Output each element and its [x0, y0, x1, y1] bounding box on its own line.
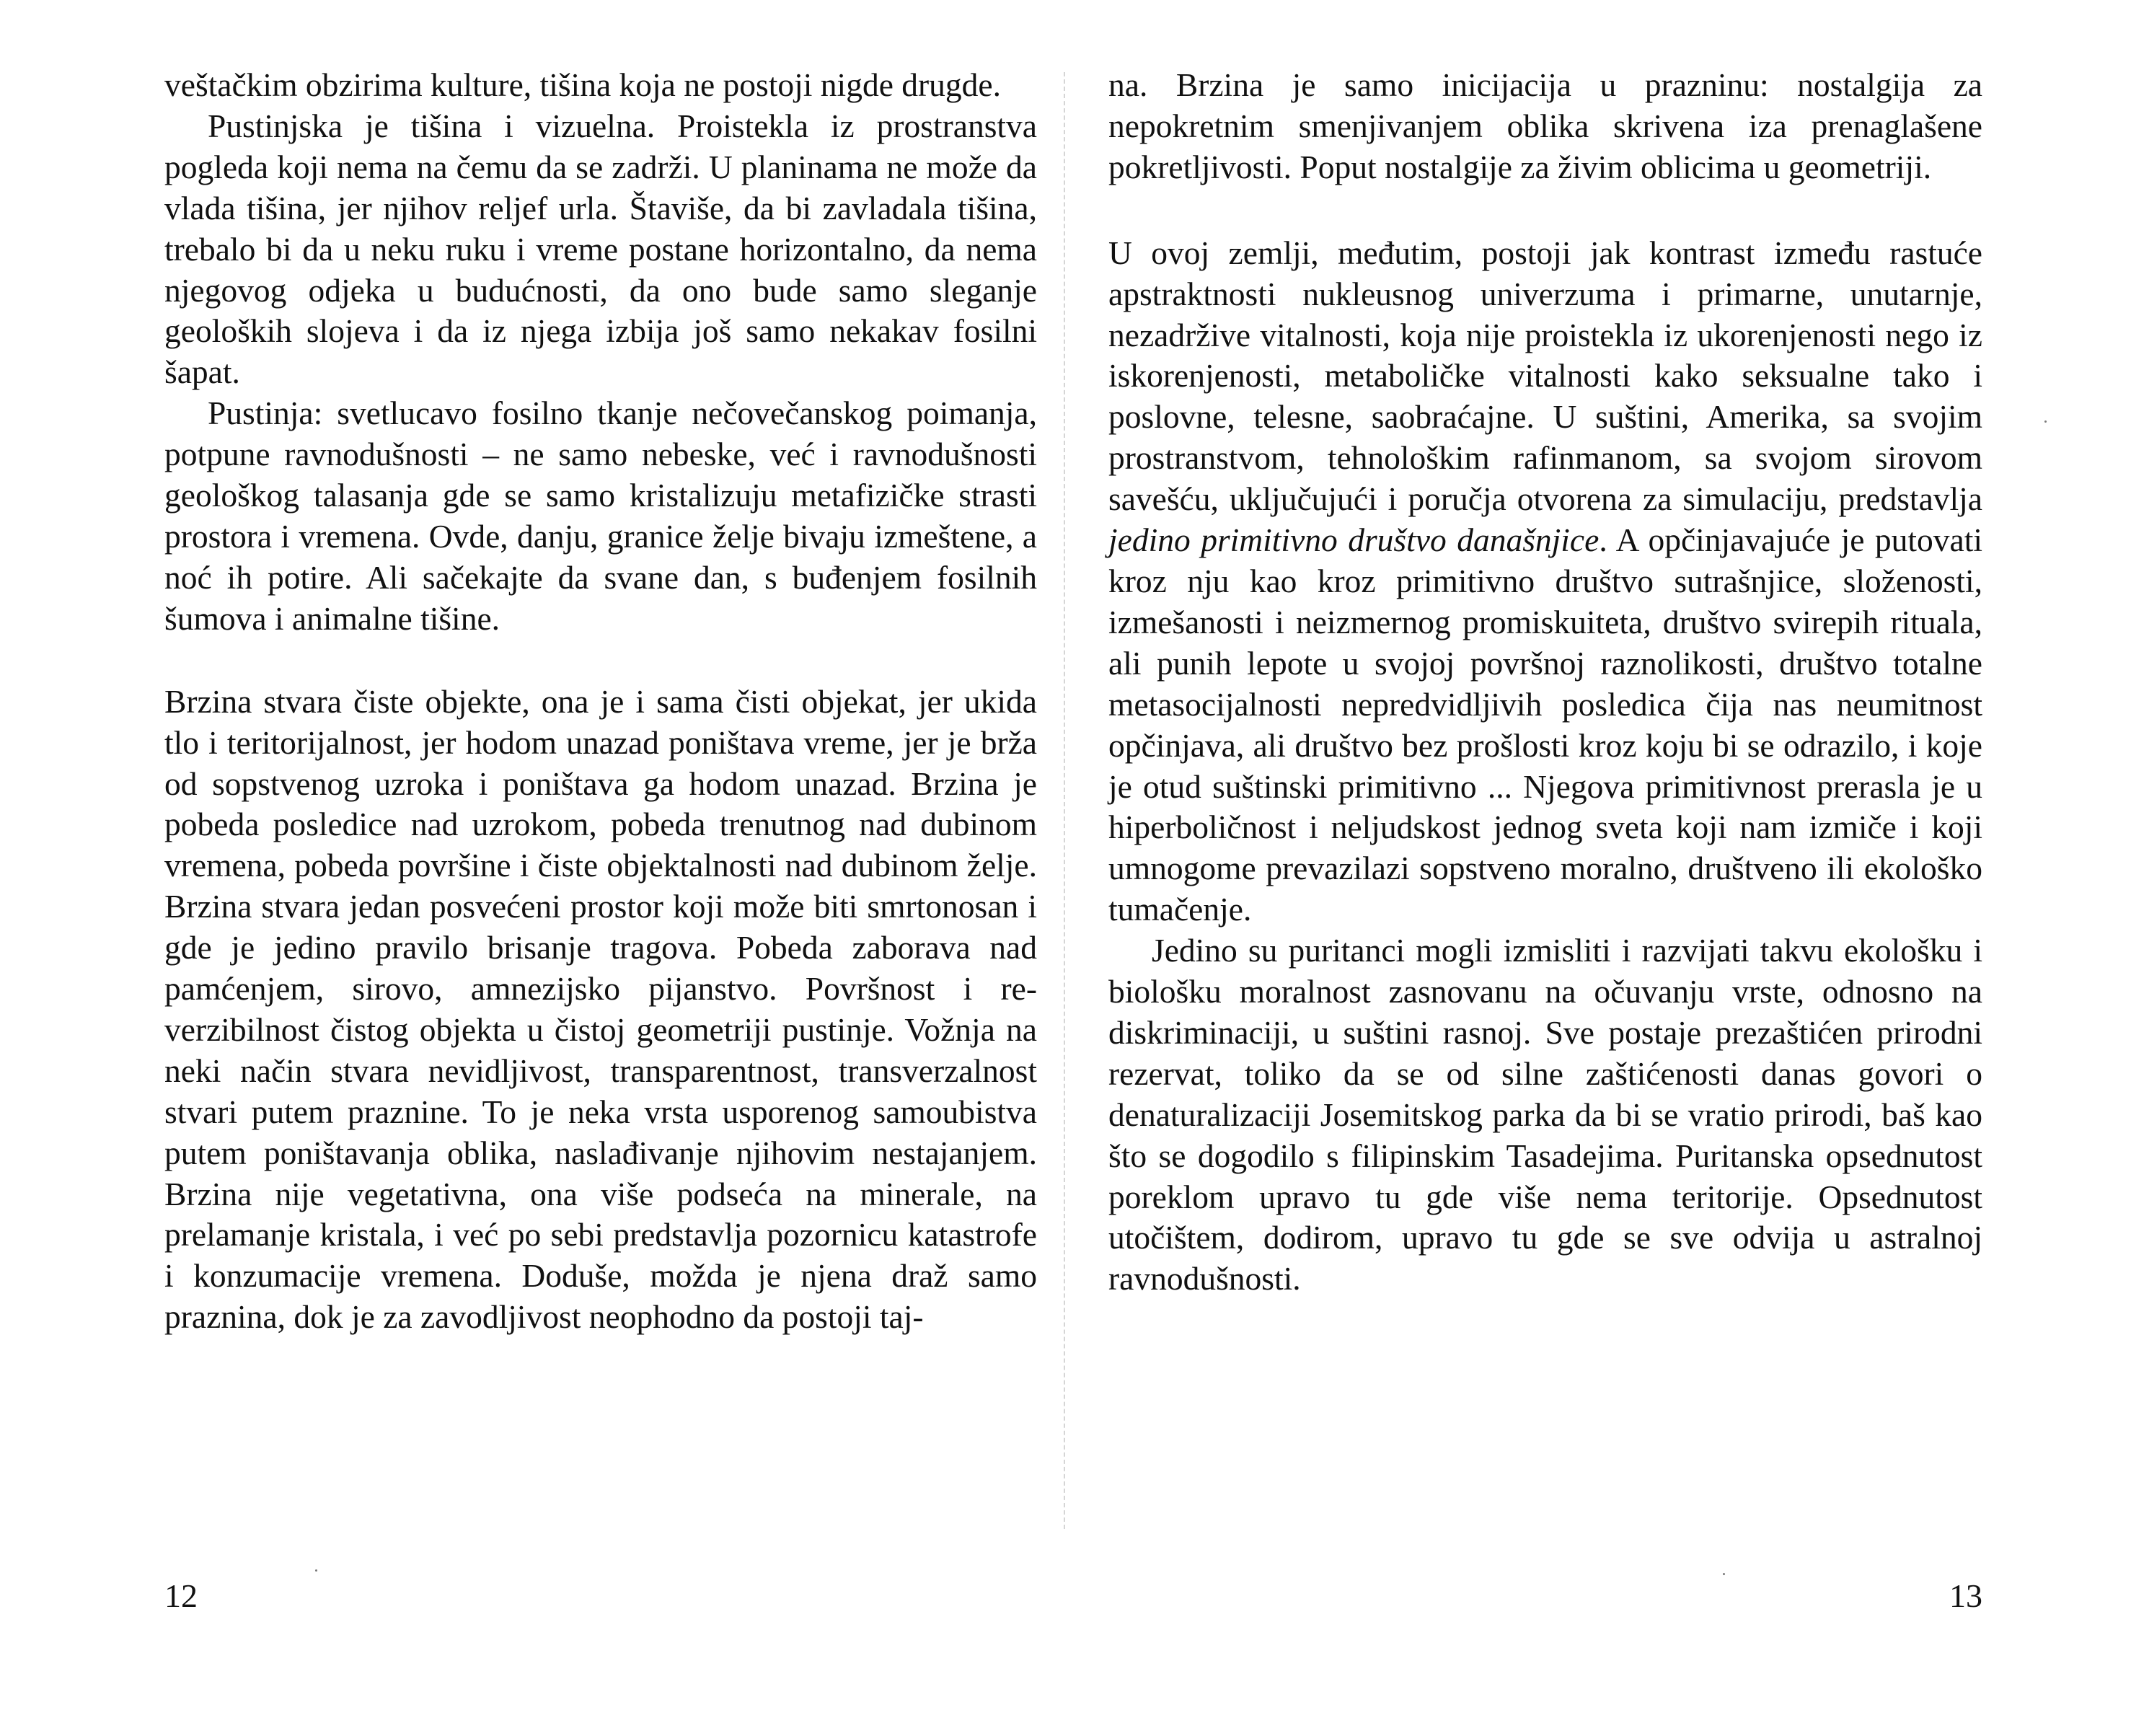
paragraph-initiation: na. Brzina je samo inicijacija u prazninu: nostalgija za nepokretnim smenjivanjem oblika skrivena iza prenaglašene pokretljivosti. Poput nostalgije za živim oblicima u geometriji.: [1108, 66, 1982, 185]
section-gap: [1108, 188, 1982, 233]
paragraph-desert-silence: Pustinjska je tišina i vizuelna. Proistekla iz prostranstva pogleda koji nema na čemu da se zadrži. U planinama ne može da vlada tišina, jer njihov reljef urla. Štaviše, da bi zavladala tišina, trebalo bi da u neku ruku i vreme postane horizontalno, da nema njegovog odjeka u budućnosti, da ono bude samo sleganje geoloških slojeva i da iz njega izbija još samo nekakav fosilni šapat.: [164, 107, 1037, 391]
america-text-start: U ovoj zemlji, međutim, postoji jak kontrast između rastuće apstraktnosti nukleusnog univerzuma i primarne, unutarnje, nezadržive vitalnosti, koja nije proistekla iz ukorenjenosti nego iz iskorenjenosti, metaboličke vitalnosti kako seksualne tako i poslovne, telesne, saobraćajne. U suštini, Amerika, sa svojim prostranstvom, tehnološkim rafinmanom, sa svojom sirovom savešću, uključujući i poručja otvorena za simulaciju, predstavlja: [1108, 234, 1982, 518]
page-number-left: 12: [164, 1577, 198, 1614]
america-text-end: . A opčinjavajuće je putovati kroz nju kao kroz primitivno društvo sutrašnjice, složenosti, izmešanosti i neizmernog promiskuiteta, društvo svirepih rituala, ali punih lepote u svojoj površnoj raznolikosti, društvo totalne metasocijalnosti nepredvidljivih posledica čija nas neumitnost opčinjava, ali društvo bez prošlosti kroz koju bi se odrazilo, i koje je otud suštinski primitivno ... Njegova primitivnost prerasla je u hiperboličnost i neljudskost jednog sveta koji nam izmiče i koji umnogome prevazilazi sopstveno moralno, društveno ili ekološko tumačenje.: [1108, 521, 1982, 928]
scan-speck: [2044, 420, 2047, 423]
page-gutter: [1064, 72, 1065, 1529]
right-text-column: [1108, 65, 1982, 1300]
paragraph-continued: veštačkim obzirima kulture, tišina koja ne postoji nigde drugde.: [164, 66, 1001, 103]
page-number-right: 13: [1949, 1577, 1982, 1614]
paragraph-puritans: Jedino su puritanci mogli izmisliti i razvijati takvu ekološku i biološku moralnost zasnovanu na očuvanju vrste, odnosno na diskriminaciji, u suštini rasnoj. Sve postaje prezaštićen prirodni rezervat, toliko da se od silne zaštićenosti danas govori o denaturalizaciji Josemitskog parka da bi se vratio prirodi, baš kao što se dogodilo s filipinskim Tasadejima. Puritanska opsednutost poreklom upravo tu gde više nema teritorije. Opsednutost utočištem, dodirom, upravo tu gde se sve odvija u astralnoj ravnodušnosti.: [1108, 932, 1982, 1297]
left-text-column: [164, 65, 1037, 1338]
scan-speck: [1723, 1573, 1725, 1575]
paragraph-speed: Brzina stvara čiste objekte, ona je i sama čisti objekat, jer ukida tlo i teritorijalnost, jer hodom unazad poništava vreme, jer je brža od sopstvenog uzroka i poništava ga hodom unazad. Brzina je pobeda posledice nad uzrokom, pobeda trenutnog nad dubinom vremena, pobeda površine i čiste objektalnosti nad dubinom želje. Brzina stvara jedan posvećeni prostor koji može biti smrtonosan i gde je jedino pravilo brisanje tragova. Pobeda zaborava nad pamćenjem, sirovo, amnezijsko pijanstvo. Površnost i reverzibilnost čistog objekta u čistoj geometriji pustinje. Vožnja na neki način stvara nevidljivost, transparentnost, transverzalnost stvari putem praznine. To je neka vrsta usporenog samoubistva putem poništavanja oblika, naslađivanje njihovim nestajanjem. Brzina nije vegetativna, ona više podseća na minerale, na prelamanje kristala, i već po sebi predstavlja pozornicu katastrofe i konzumacije vremena. Doduše, možda je njena draž samo praznina, dok je za zavodljivost neophodno da postoji taj-: [164, 682, 1037, 1336]
paragraph-america: [1108, 233, 1982, 930]
italic-phrase: jedino primitivno društvo današnjice: [1108, 521, 1600, 559]
paragraph-desert-fossil: Pustinja: svetlucavo fosilno tkanje nečovečanskog poimanja, potpune ravnodušnosti – ne samo nebeske, već i ravnodušnosti geološkog talasanja gde se samo kristalizuju metafizičke strasti prostora i vremena. Ovde, danju, granice želje bivaju izmeštene, a noć ih potire. Ali sačekajte da svane dan, s buđenjem fosilnih šumova i animalne tišine.: [164, 395, 1037, 637]
scan-speck: [315, 1569, 317, 1572]
section-gap: [164, 640, 1037, 682]
